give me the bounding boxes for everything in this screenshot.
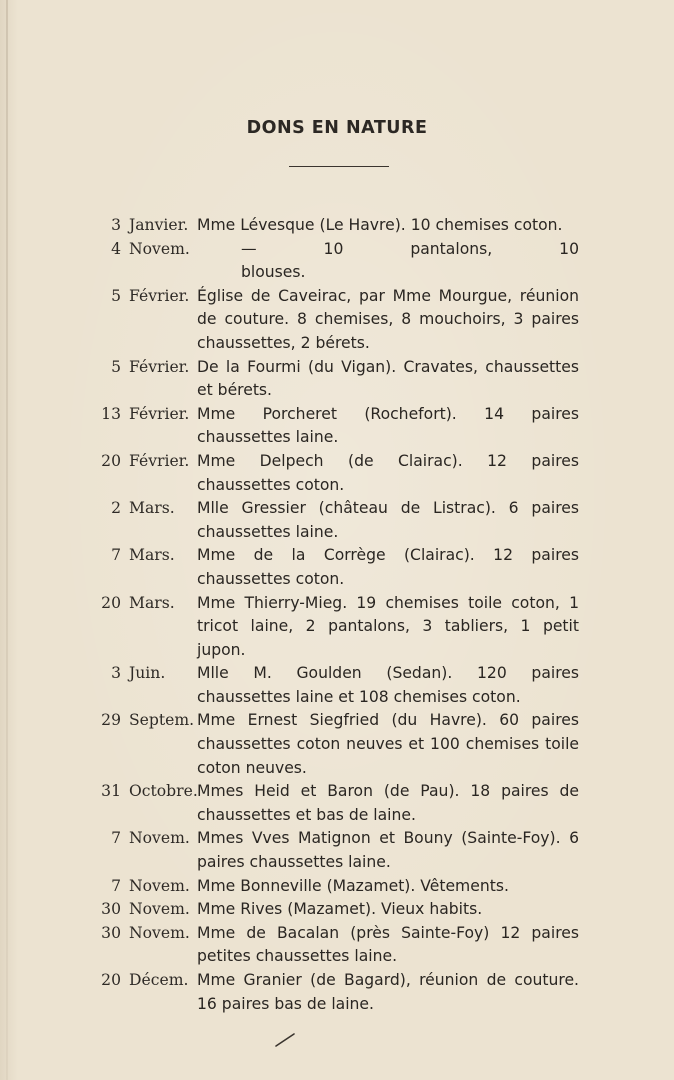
entry-day: 7 [111, 829, 121, 848]
entry-month: Septem. [129, 711, 195, 730]
entry-day: 2 [111, 499, 121, 518]
entry-date [0, 214, 197, 238]
entry-month: Février. [129, 357, 190, 376]
entry-month: Novem. [129, 923, 190, 942]
entry-month: Février. [129, 286, 190, 305]
title-rule [289, 166, 389, 167]
list-item [0, 238, 674, 285]
entry-text: De la Fourmi (du Vigan). Cravates, chaussettes et bérets. [197, 357, 579, 400]
entry-text: Mme Bonneville (Mazamet). Vêtements. [197, 876, 509, 895]
list-item [0, 709, 674, 780]
entry-text: Mme Thierry-Mieg. 19 chemises toile coton, 1 tricot laine, 2 pantalons, 3 tabliers, 1 petit jupon. [197, 593, 579, 659]
entry-text: Mme de Bacalan (près Sainte-Foy) 12 paires petites chaussettes laine. [197, 923, 579, 966]
list-item [0, 403, 674, 450]
entry-text: Mme de la Corrège (Clairac). 12 paires chaussettes coton. [197, 546, 579, 588]
entry-day: 3 [111, 216, 121, 234]
entry-date [0, 497, 197, 521]
entry-date [0, 544, 197, 568]
entry-month: Juin. [129, 664, 166, 683]
entry-day: 30 [101, 923, 121, 942]
entry-text: Mlle Gressier (château de Listrac). 6 paires chaussettes laine. [197, 499, 579, 541]
entry-day: 20 [101, 593, 121, 612]
entry-day: 4 [111, 239, 121, 258]
entry-date [0, 238, 197, 262]
list-item [0, 497, 674, 544]
entry-day: 7 [111, 876, 121, 895]
entry-day: 7 [111, 546, 121, 565]
printer-mark-icon [273, 1032, 297, 1048]
entry-date [0, 875, 197, 899]
entry-month: Mars. [129, 546, 175, 565]
entry-date [0, 969, 197, 993]
entry-date [0, 709, 197, 733]
list-item [0, 969, 674, 1016]
entry-text: Mme Ernest Siegfried (du Havre). 60 paires chaussettes coton neuves et 100 chemises toile coton neuves. [197, 711, 579, 777]
page-title: DONS EN NATURE [246, 118, 428, 138]
entry-date [0, 356, 197, 380]
list-item [0, 285, 674, 356]
entry-text: Mmes Vves Matignon et Bouny (Sainte-Foy). 6 paires chaussettes laine. [197, 829, 579, 872]
entry-day: 5 [111, 357, 121, 376]
list-item [0, 827, 674, 874]
entry-month: Février. [129, 404, 190, 423]
list-item [0, 544, 674, 591]
entry-day: 30 [101, 900, 121, 919]
entry-date [0, 780, 197, 804]
entry-month: Novem. [129, 900, 190, 919]
entry-month: Novem. [129, 829, 190, 848]
entry-date [0, 285, 197, 309]
entry-month: Décem. [129, 971, 189, 989]
entry-text: Église de Caveirac, par Mme Mourgue, réunion de couture. 8 chemises, 8 mouchoirs, 3 paires chaussettes, 2 bérets. [197, 286, 579, 352]
entry-day: 3 [111, 664, 121, 683]
entry-month: Janvier. [129, 216, 189, 234]
entry-day: 29 [101, 711, 121, 730]
entry-month: Octobre. [129, 782, 198, 801]
entry-day: 13 [101, 404, 121, 423]
entry-month: Novem. [129, 239, 190, 258]
entry-date [0, 403, 197, 427]
list-item [0, 662, 674, 709]
entry-month: Novem. [129, 876, 190, 895]
entry-text: Mlle M. Goulden (Sedan). 120 paires chaussettes laine et 108 chemises coton. [197, 664, 579, 706]
entry-text: Mme Granier (de Bagard), réunion de couture. 16 paires bas de laine. [197, 971, 579, 1013]
entry-text: Mme Rives (Mazamet). Vieux habits. [197, 900, 483, 919]
list-item [0, 780, 674, 827]
entry-date [0, 898, 197, 922]
list-item [0, 214, 674, 238]
entry-date [0, 662, 197, 686]
entry-text: Mme Delpech (de Clairac). 12 paires chaussettes coton. [197, 451, 579, 494]
entry-day: 5 [111, 286, 121, 305]
entry-text: Mmes Heid et Baron (de Pau). 18 paires de chaussettes et bas de laine. [197, 782, 579, 824]
list-item [0, 875, 674, 899]
entry-date [0, 450, 197, 474]
donations-list [0, 214, 674, 1016]
entry-day: 20 [101, 971, 121, 989]
list-item [0, 450, 674, 497]
entry-month: Mars. [129, 499, 175, 518]
entry-text: — 10 pantalons, 10 blouses. [241, 239, 579, 282]
list-item [0, 898, 674, 922]
entry-month: Mars. [129, 593, 175, 612]
entry-text: Mme Porcheret (Rochefort). 14 paires chaussettes laine. [197, 404, 579, 447]
entry-day: 20 [101, 451, 121, 470]
entry-month: Février. [129, 451, 190, 470]
list-item [0, 922, 674, 969]
entry-date [0, 922, 197, 946]
list-item [0, 356, 674, 403]
entry-text: Mme Lévesque (Le Havre). 10 chemises coton. [197, 216, 563, 234]
entry-date [0, 827, 197, 851]
list-item [0, 592, 674, 663]
entry-date [0, 592, 197, 616]
entry-day: 31 [101, 782, 121, 801]
